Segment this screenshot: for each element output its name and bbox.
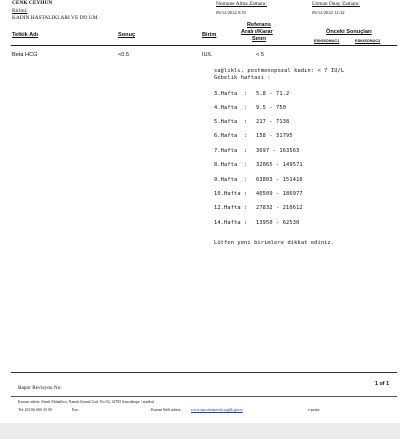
revision-label: Rapor Revizyon No:	[18, 385, 62, 391]
col-previous-2: ESKISONUC2	[355, 38, 381, 43]
patient-name: CENK CEYHUN	[12, 0, 53, 6]
col-test-name: Tetkik Adı	[12, 32, 39, 38]
week-label: 9.Hafta	[214, 177, 238, 183]
week-colon: :	[244, 133, 248, 139]
col-previous-1: ESKISONUC1	[314, 38, 340, 43]
week-label: 6.Hafta	[214, 133, 238, 139]
col-unit: Birim	[202, 32, 217, 38]
test-result: <0.5	[118, 52, 130, 58]
week-colon: :	[244, 162, 248, 168]
week-label: 5.Hafta	[214, 119, 238, 125]
col-result: Sonuç	[118, 32, 136, 38]
week-range: 5.8 - 71.2	[256, 91, 290, 97]
week-colon: :	[244, 220, 248, 226]
week-range: 158 - 31795	[256, 133, 293, 139]
week-label: 7.Hafta	[214, 148, 238, 154]
institution-address: Kurum adresi: Emek Mahallesi, Namık Kemal Cad. No:54, 34785 Sancaktepe / stanbul	[18, 400, 155, 404]
units-warning: Lütfen yeni birimlere dikkat ediniz.	[214, 240, 335, 246]
week-colon: :	[244, 191, 248, 197]
week-label: 12.Hafta	[214, 205, 241, 211]
week-label: 10.Hafta	[214, 191, 241, 197]
email-label: e-posta:	[308, 408, 321, 412]
col-reference-line3: Sınırı	[252, 36, 266, 42]
test-reference: < 5	[256, 52, 264, 58]
week-range: 3697 - 163563	[256, 148, 300, 154]
week-range: 32065 - 149571	[256, 162, 303, 168]
institution-phone: Tel: (0216) 606 33 00	[18, 408, 52, 412]
unit-value: KADIN HASTALIKLARI VE DO UM	[12, 15, 98, 21]
viewer-bottom-strip	[0, 423, 400, 439]
header-divider	[11, 45, 397, 46]
week-colon: :	[244, 91, 248, 97]
week-range: 27832 - 210612	[256, 205, 303, 211]
approval-time-value: 09/12/2022 12:32	[312, 10, 345, 15]
week-label: 14.Hafta	[214, 220, 241, 226]
week-colon: :	[244, 119, 248, 125]
week-range: 217 - 7138	[256, 119, 290, 125]
sample-time-label: Numune Alma Zamanı:	[216, 1, 267, 7]
week-label: 8.Hafta	[214, 162, 238, 168]
footer-divider	[11, 396, 397, 397]
web-label: Kurum Web adresi:	[151, 408, 182, 412]
col-reference-line1: Referans	[247, 22, 271, 28]
week-colon: :	[244, 177, 248, 183]
week-colon: :	[244, 205, 248, 211]
sample-time-value: 09/12/2022 8:55	[216, 10, 247, 15]
approval-time-label: Uzman Onay Zamanı:	[312, 1, 360, 7]
week-range: 13950 - 62530	[256, 220, 300, 226]
note-intro-1: sağlıklı, postmenopozal kadın: < 7 IU/L	[214, 68, 345, 74]
footer-divider-top	[11, 372, 397, 373]
week-range: 63803 - 151410	[256, 177, 303, 183]
test-name: Beta HCG	[12, 52, 38, 58]
col-previous-results: Önceki Sonuçları	[326, 29, 372, 35]
unit-label: Birimi:	[12, 8, 28, 14]
institution-fax: Fax:	[72, 408, 79, 412]
test-unit: IU/L	[202, 52, 213, 58]
week-range: 46509 - 186977	[256, 191, 303, 197]
col-reference-line2: Aralı ı/Karar	[241, 29, 273, 35]
week-colon: :	[244, 105, 248, 111]
institution-web-link[interactable]: www.sancaktepeeah.saglik.gov.tr	[191, 408, 243, 412]
week-range: 9.5 - 750	[256, 105, 287, 111]
note-intro-2: Gebelik haftası :	[214, 75, 271, 81]
week-label: 3.Hafta	[214, 91, 238, 97]
week-label: 4.Hafta	[214, 105, 238, 111]
page-number: 1 of 1	[375, 381, 390, 387]
week-colon: :	[244, 148, 248, 154]
